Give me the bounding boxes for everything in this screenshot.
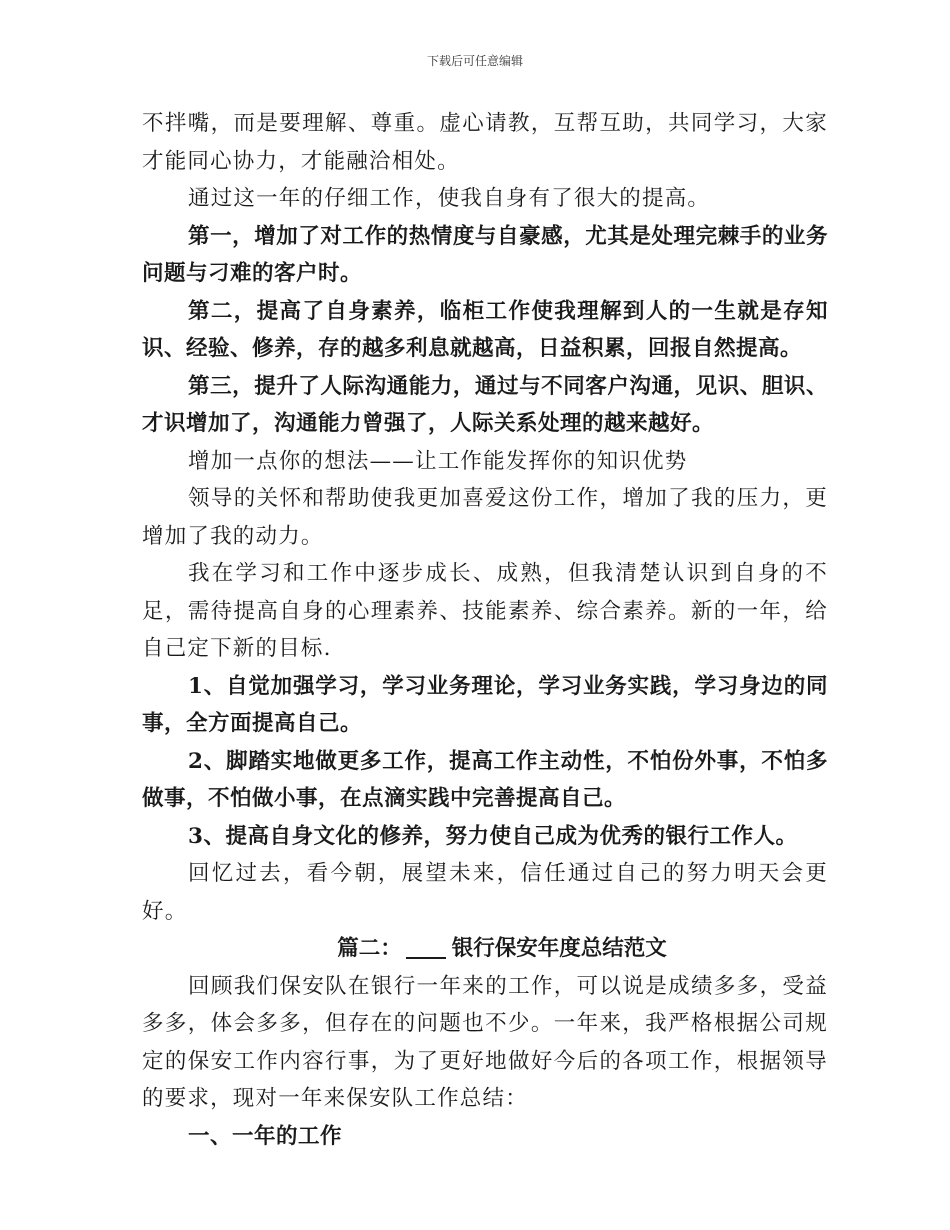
page-header: 下载后可任意编辑 xyxy=(426,54,523,68)
paragraph-2: 通过这一年的仔细工作，使我自身有了很大的提高。 xyxy=(188,186,711,211)
subheading-year-work: 一、一年的工作 xyxy=(188,1123,343,1149)
paragraph-review: 回顾我们保安队在银行一年来的工作，可以说是成绩多多，受益多多，体会多多，但存在的问题也不少。一年来，我严格根据公司规定的保安工作内容行事，为了更好地做好今后的各项工作，根据领导的要求，现对一年来保安队工作总结： xyxy=(142,973,828,1111)
paragraph-1: 不拌嘴，而是要理解、尊重。虚心请教，互帮互助，共同学习，大家才能同心协力，才能融洽相处。 xyxy=(142,111,828,174)
title-blank-line xyxy=(406,935,446,959)
paragraph-closing: 回忆过去，看今朝，展望未来，信任通过自己的努力明天会更好。 xyxy=(142,861,828,924)
goal-2: 2、脚踏实地做更多工作，提高工作主动性，不怕份外事，不怕多做事，不怕做小事，在点滴实践中完善提高自己。 xyxy=(142,748,828,811)
paragraph-leadership: 领导的关怀和帮助使我更加喜爱这份工作，增加了我的压力，更增加了我的动力。 xyxy=(142,486,828,549)
goal-3: 3、提高自身文化的修养，努力使自己成为优秀的银行工作人。 xyxy=(188,823,798,849)
document-body xyxy=(142,105,828,1155)
point-third: 第三，提升了人际沟通能力，通过与不同客户沟通，见识、胆识、才识增加了，沟通能力曾强了，人际关系处理的越来越好。 xyxy=(142,373,828,436)
section-title-suffix: 银行保安年度总结范文 xyxy=(451,936,667,961)
section-title xyxy=(142,930,828,968)
section-title-prefix: 篇二： xyxy=(337,936,402,961)
point-first: 第一，增加了对工作的热情度与自豪感，尤其是处理完棘手的业务问题与刁难的客户时。 xyxy=(142,223,828,286)
point-second: 第二，提高了自身素养，临柜工作使我理解到人的一生就是存知识、经验、修养，存的越多利息就越高，日益积累，回报自然提高。 xyxy=(142,298,828,361)
paragraph-idea: 增加一点你的想法——让工作能发挥你的知识优势 xyxy=(188,448,688,474)
goal-1: 1、自觉加强学习，学习业务理论，学习业务实践，学习身边的同事，全方面提高自己。 xyxy=(142,673,828,736)
paragraph-growth: 我在学习和工作中逐步成长、成熟，但我清楚认识到自身的不足，需待提高自身的心理素养、技能素养、综合素养。新的一年，给自己定下新的目标. xyxy=(142,561,828,661)
